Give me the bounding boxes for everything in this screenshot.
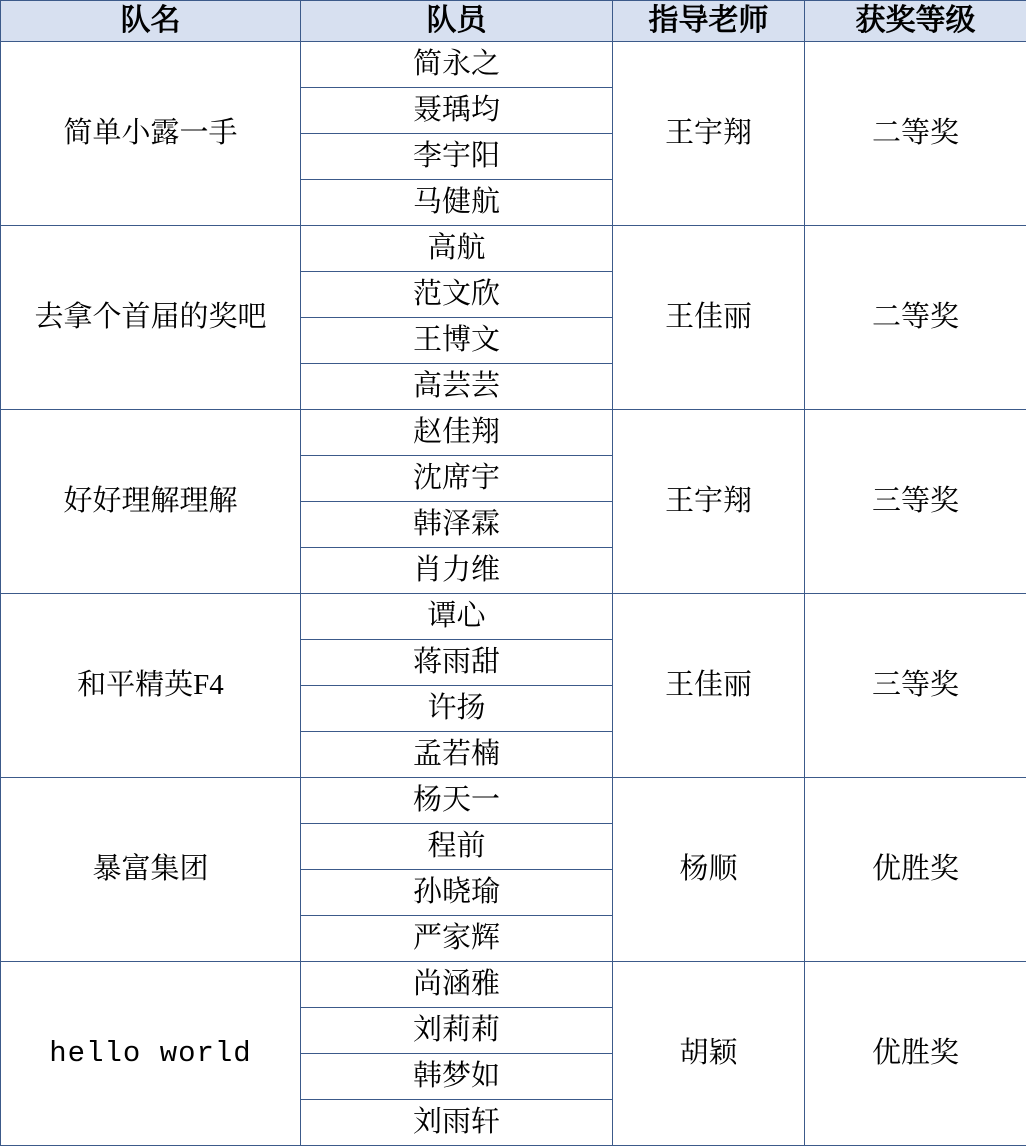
member-name-cell: 韩梦如 xyxy=(301,1054,613,1100)
team-name-cell: 好好理解理解 xyxy=(1,410,301,594)
coach-name-cell: 王佳丽 xyxy=(613,226,805,410)
member-name-cell: 李宇阳 xyxy=(301,134,613,180)
member-name-cell: 严家辉 xyxy=(301,916,613,962)
member-name-cell: 沈席宇 xyxy=(301,456,613,502)
member-name-cell: 程前 xyxy=(301,824,613,870)
member-name-cell: 杨天一 xyxy=(301,778,613,824)
member-name-cell: 蒋雨甜 xyxy=(301,640,613,686)
member-name-cell: 简永之 xyxy=(301,42,613,88)
member-name-cell: 马健航 xyxy=(301,180,613,226)
column-header-coach: 指导老师 xyxy=(613,1,805,42)
table-row xyxy=(1,410,1026,456)
coach-name-cell: 杨顺 xyxy=(613,778,805,962)
team-name-cell: 去拿个首届的奖吧 xyxy=(1,226,301,410)
member-name-cell: 谭心 xyxy=(301,594,613,640)
member-name-cell: 尚涵雅 xyxy=(301,962,613,1008)
coach-name-cell: 王宇翔 xyxy=(613,410,805,594)
table-row xyxy=(1,594,1026,640)
team-name-text: hello world xyxy=(49,1037,251,1070)
member-name-cell: 刘莉莉 xyxy=(301,1008,613,1054)
member-name-cell: 王博文 xyxy=(301,318,613,364)
member-name-cell: 肖力维 xyxy=(301,548,613,594)
prize-level-cell: 二等奖 xyxy=(805,226,1026,410)
prize-level-cell: 优胜奖 xyxy=(805,778,1026,962)
member-name-cell: 韩泽霖 xyxy=(301,502,613,548)
team-name-cell: 简单小露一手 xyxy=(1,42,301,226)
column-header-prize: 获奖等级 xyxy=(805,1,1026,42)
member-name-cell: 范文欣 xyxy=(301,272,613,318)
team-name-cell xyxy=(1,962,301,1146)
table-row xyxy=(1,962,1026,1008)
team-name-cell: 和平精英F4 xyxy=(1,594,301,778)
table-row xyxy=(1,226,1026,272)
member-name-cell: 孟若楠 xyxy=(301,732,613,778)
table-header xyxy=(1,1,1026,42)
member-name-cell: 孙晓瑜 xyxy=(301,870,613,916)
member-name-cell: 聂瑀均 xyxy=(301,88,613,134)
member-name-cell: 许扬 xyxy=(301,686,613,732)
table-header-row xyxy=(1,1,1026,42)
prize-level-cell: 三等奖 xyxy=(805,594,1026,778)
prize-level-cell: 二等奖 xyxy=(805,42,1026,226)
prize-level-cell: 优胜奖 xyxy=(805,962,1026,1146)
table-row xyxy=(1,42,1026,88)
column-header-members: 队员 xyxy=(301,1,613,42)
column-header-team: 队名 xyxy=(1,1,301,42)
team-name-cell: 暴富集团 xyxy=(1,778,301,962)
member-name-cell: 刘雨轩 xyxy=(301,1100,613,1146)
coach-name-cell: 王佳丽 xyxy=(613,594,805,778)
member-name-cell: 赵佳翔 xyxy=(301,410,613,456)
member-name-cell: 高航 xyxy=(301,226,613,272)
member-name-cell: 高芸芸 xyxy=(301,364,613,410)
coach-name-cell: 胡颖 xyxy=(613,962,805,1146)
coach-name-cell: 王宇翔 xyxy=(613,42,805,226)
table-row xyxy=(1,778,1026,824)
prize-level-cell: 三等奖 xyxy=(805,410,1026,594)
table-body xyxy=(1,42,1026,1146)
